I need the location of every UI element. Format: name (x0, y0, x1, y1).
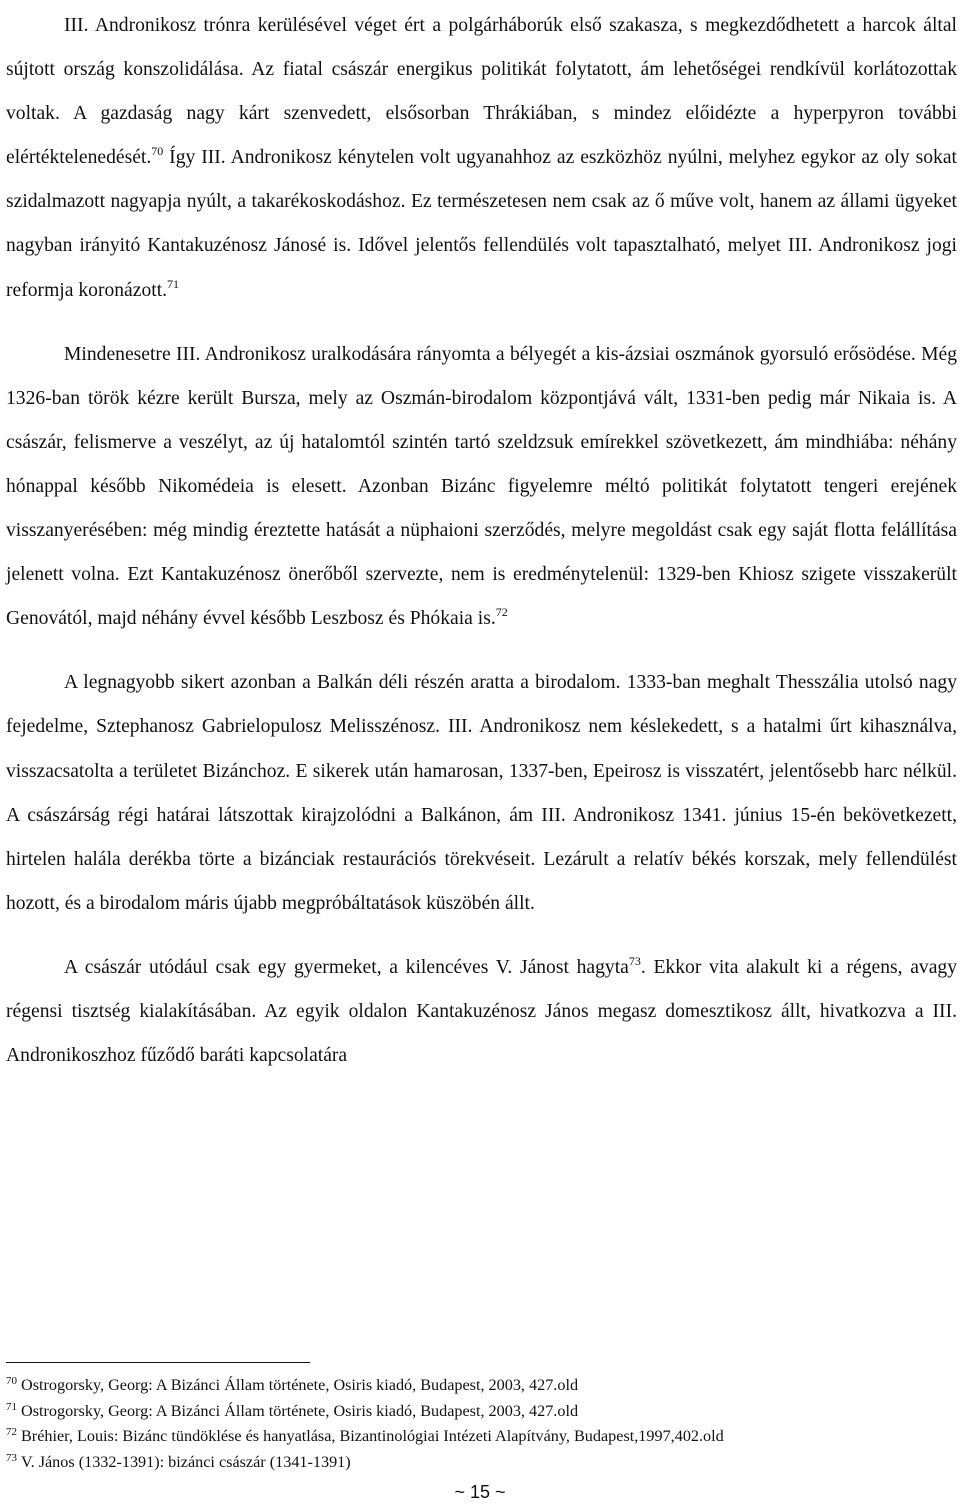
footnote-number: 70 (6, 1375, 17, 1387)
footnote-text: V. János (1332-1391): bizánci császár (1341-1391) (21, 1452, 351, 1471)
paragraph-2-text: Mindenesetre III. Andronikosz uralkodására rányomta a bélyegét a kis-ázsiai oszmánok gyorsuló erősödése. Még 1326-ban török kézre került Bursza, mely az Oszmán-birodalom központjává vált, 1331-ben pedig már Nikaia is. A császár, felismerve a veszélyt, az új hatalomtól szintén tartó szeldzsuk emírekkel szövetkezett, ám mindhiába: néhány hónappal később Nikomédeia is elesett. Azonban Bizánc figyelemre méltó politikát folytatott tengeri erejének visszanyerésében: még mindig éreztette hatását a nüphaioni szerződés, melyre megoldást csak egy saját flotta felállítása jelenett volna. Ezt Kantakuzénosz önerőből szervezte, nem is eredménytelenül: 1329-ben Khiosz szigete visszakerült Genovától, majd néhány évvel később Leszbosz és Phókaia is. (6, 343, 957, 630)
footnote-number: 71 (6, 1400, 17, 1413)
footnote-separator (6, 1362, 310, 1363)
footnote-number: 73 (6, 1451, 17, 1464)
footnote-71 (6, 1399, 957, 1425)
paragraph-4 (6, 946, 957, 1078)
footnote-ref-70: 70 (151, 144, 164, 159)
paragraph-3 (6, 661, 957, 926)
paragraph-4-text-b: . Ekkor vita alakult ki a régens, avagy régensi tisztség kialakításában. Az egyik oldalon Kantakuzénosz János megasz domesztikosz állt, hivatkozva a III. Andronikoszhoz fűződő baráti kapcsolatára (6, 956, 957, 1067)
footnotes (6, 1373, 957, 1475)
footnote-text: Bréhier, Louis: Bizánc tündöklése és hanyatlása, Bizantinológiai Intézeti Alapítvány, Budapest,1997,402.old (21, 1427, 724, 1445)
paragraph-2 (6, 333, 957, 642)
footnote-ref-73: 73 (628, 953, 641, 968)
footnote-73 (6, 1450, 957, 1476)
body-text (6, 4, 957, 1078)
footnote-ref-71: 71 (167, 276, 180, 291)
paragraph-4-text-a: A császár utódául csak egy gyermeket, a kilencéves V. Jánost hagyta (64, 956, 629, 978)
footnote-72 (6, 1424, 957, 1450)
paragraph-1-text-b: Így III. Andronikosz kénytelen volt ugyanahhoz az eszközhöz nyúlni, melyhez egykor az oly sokat szidalmazott nagyapja nyúlt, a takarékoskodáshoz. Ez természetesen nem csak az ő műve volt, hanem az állami ügyeket nagyban irányitó Kantakuzénosz Jánosé is. Idővel jelentős fellendülés volt tapasztalható, melyet III. Andronikosz jogi reformja koronázott. (6, 147, 957, 301)
page-number: ~ 15 ~ (454, 1482, 506, 1502)
paragraph-1 (6, 4, 957, 313)
footnote-70 (6, 1373, 957, 1399)
paragraph-1-text-a: III. Andronikosz trónra kerülésével véget ért a polgárháborúk első szakasza, s megkezdődhetett a harcok által sújtott ország konszolidálása. Az fiatal császár energikus politikát folytatott, ám lehetőségei rendkívül korlátozottak voltak. A gazdaság nagy kárt szenvedett, elsősorban Thrákiában, s mindez előidézte a hyperpyron további elértéktelenedését. (6, 15, 957, 169)
footnote-text: Ostrogorsky, Georg: A Bizánci Állam története, Osiris kiadó, Budapest, 2003, 427.old (21, 1401, 579, 1420)
footnote-number: 72 (6, 1426, 17, 1438)
paragraph-3-text: A legnagyobb sikert azonban a Balkán déli részén aratta a birodalom. 1333-ban meghalt Thesszália utolsó nagy fejedelme, Sztephanosz Gabrielopulosz Melisszénosz. III. Andronikosz nem késlekedett, s a hatalmi űrt kihasználva, visszacsatolta a területet Bizánchoz. E sikerek után hamarosan, 1337-ben, Epeirosz is visszatért, jelentősebb harc nélkül. A császárság régi határai látszottak kirajzolódni a Balkánon, ám III. Andronikosz 1341. június 15-én bekövetkezett, hirtelen halála derékba törte a bizánciak restaurációs törekvéseit. Lezárult a relatív békés korszak, mely fellendülést hozott, és a birodalom máris újabb megpróbáltatások küszöbén állt. (6, 672, 957, 914)
footnote-ref-72: 72 (495, 605, 508, 620)
footnote-text: Ostrogorsky, Georg: A Bizánci Állam története, Osiris kiadó, Budapest, 2003, 427.old (21, 1376, 579, 1394)
